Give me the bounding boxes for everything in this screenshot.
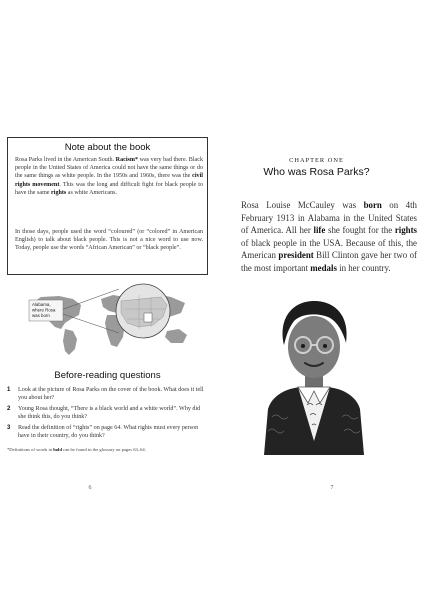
alabama-highlight bbox=[144, 313, 152, 322]
question-text: Look at the picture of Rosa Parks on the cover of the book. What does it tell you about her? bbox=[18, 387, 204, 402]
note-about-book-box bbox=[7, 137, 208, 275]
left-eye bbox=[301, 344, 305, 348]
glossary-term: rights bbox=[51, 189, 67, 196]
map-label-line-3: was born bbox=[32, 313, 50, 318]
glossary-term: rights bbox=[394, 225, 417, 236]
glossary-footnote: *Definitions of words in bold can be found in the glossary on pages 63–64. bbox=[7, 447, 146, 452]
map-illustration bbox=[21, 283, 197, 359]
page-number-left: 6 bbox=[88, 485, 92, 491]
question-text: Young Rosa thought, “There is a black world and a white world”. Why did she think this, do you think? bbox=[18, 406, 201, 421]
map-label-line-2: where Rosa bbox=[32, 307, 56, 313]
chapter-title: Who was Rosa Parks? bbox=[263, 166, 370, 178]
chapter-label: CHAPTER ONE bbox=[289, 157, 344, 164]
glossary-term: president bbox=[278, 250, 314, 261]
rosa-parks-portrait bbox=[258, 291, 368, 455]
question-number: 2 bbox=[7, 406, 11, 412]
glossary-term: Racism* bbox=[115, 157, 139, 163]
glossary-term: civil rights movement bbox=[15, 173, 203, 188]
before-reading-title: Before-reading questions bbox=[54, 370, 161, 381]
glossary-term: bold bbox=[53, 447, 62, 452]
glossary-term: life bbox=[313, 225, 326, 236]
page-number-right: 7 bbox=[330, 485, 334, 491]
question-text: Read the definition of “rights” on page 64. What rights must every person have in their country, do you think? bbox=[18, 425, 199, 440]
question-number: 1 bbox=[7, 387, 11, 393]
glossary-term: born bbox=[363, 200, 382, 210]
note-title: Note about the book bbox=[64, 142, 151, 153]
note-paragraph-2: In those days, people used the word “coloured” (or “colored” in American English) to talk about black people. This is not a nice word to use now. Today, people use the words “African American” or “black people”. bbox=[15, 229, 203, 252]
question-number: 3 bbox=[7, 425, 11, 431]
map-label-line-1: Alabama, bbox=[32, 302, 51, 307]
note-paragraph-1: Rosa Parks lived in the American South. Racism* was very bad there. Black people in the United States of America could not have the same things or do the same things as white people. In the 1950s and 1960s, there was the civil rights movement. This was the long and difficult fight for black people to have the same rights as white Americans. bbox=[15, 157, 203, 196]
chapter-body-text: Rosa Louise McCauley was born on 4th February 1913 in Alabama in the United States of America. All her life she fought for the rights of black people in the USA. Because of this, the American president Bill Clinton gave her two of the most important medals in her country. bbox=[241, 200, 417, 273]
right-eye bbox=[323, 344, 327, 348]
glossary-term: medals bbox=[310, 262, 337, 273]
